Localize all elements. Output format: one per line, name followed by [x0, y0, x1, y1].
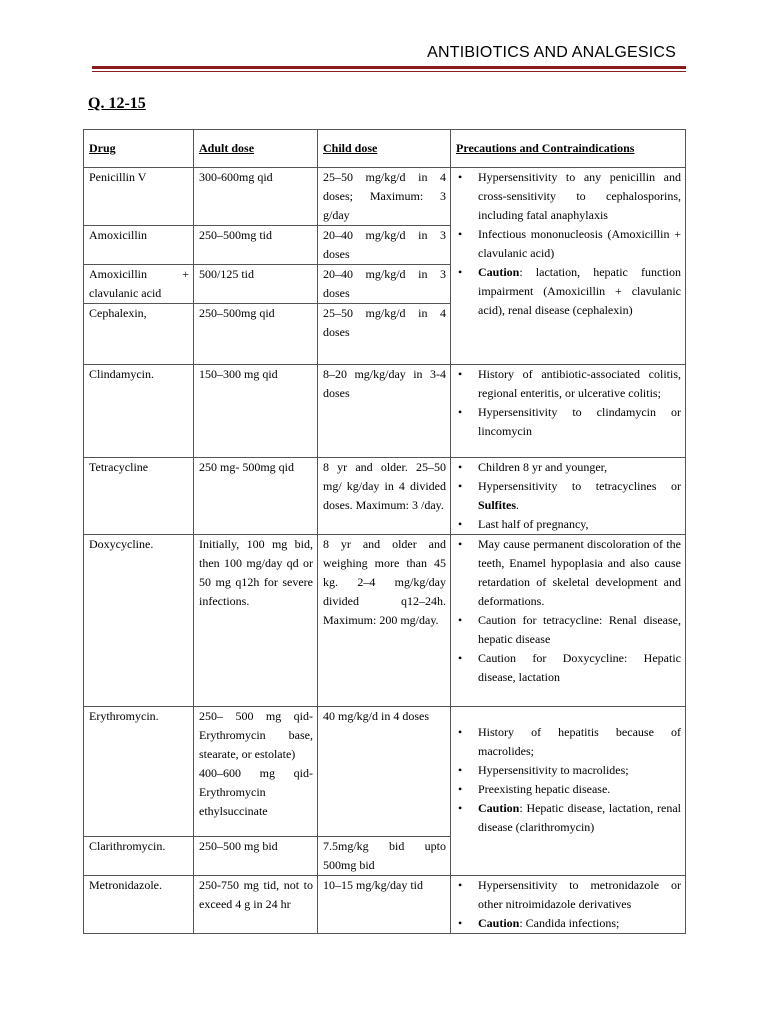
drug-cell: Cephalexin, — [84, 304, 194, 365]
child-dose-cell: 20–40 mg/kg/d in 3 doses — [318, 226, 451, 265]
adult-dose-cell: 250–500 mg bid — [194, 837, 318, 876]
column-header-adult-dose: Adult dose — [194, 130, 318, 168]
precaution-item: • History of antibiotic-associated colitis, regional enteritis, or ulcerative colitis; — [456, 365, 681, 403]
precaution-item: • Hypersensitivity to any penicillin and cross-sensitivity to cephalosporins, including fatal anaphylaxis — [456, 168, 681, 225]
precaution-item: • Caution for tetracycline: Renal disease, hepatic disease — [456, 611, 681, 649]
child-dose-cell: 25–50 mg/kg/d in 4 doses — [318, 304, 451, 365]
precaution-item: • Infectious mononucleosis (Amoxicillin + clavulanic acid) — [456, 225, 681, 263]
drug-cell: Penicillin V — [84, 168, 194, 226]
column-header-child-dose: Child dose — [318, 130, 451, 168]
drug-cell: Clindamycin. — [84, 365, 194, 458]
child-dose-cell: 25–50 mg/kg/d in 4 doses; Maximum: 3 g/day — [318, 168, 451, 226]
precaution-item: • Hypersensitivity to metronidazole or other nitroimidazole derivatives — [456, 876, 681, 914]
precaution-item: • Preexisting hepatic disease. — [456, 780, 681, 799]
precaution-item: • History of hepatitis because of macrolides; — [456, 723, 681, 761]
precaution-item: • Caution: Hepatic disease, lactation, renal disease (clarithromycin) — [456, 799, 681, 837]
precautions-cell-penicillins — [451, 168, 686, 365]
precaution-item: • Caution: Candida infections; — [456, 914, 681, 933]
adult-dose-text: 400–600 mg qid- Erythromycin ethylsuccinate — [199, 766, 313, 818]
page-header-title: ANTIBIOTICS AND ANALGESICS — [427, 44, 676, 61]
column-header-precautions: Precautions and Contraindications — [451, 130, 686, 168]
drug-cell: Metronidazole. — [84, 876, 194, 934]
adult-dose-cell: 250 mg- 500mg qid — [194, 458, 318, 535]
adult-dose-cell: Initially, 100 mg bid, then 100 mg/day qd or 50 mg q12h for severe infections. — [194, 535, 318, 707]
precaution-item: • Caution: lactation, hepatic function impairment (Amoxicillin + clavulanic acid), renal disease (cephalexin) — [456, 263, 681, 320]
adult-dose-cell: 500/125 tid — [194, 265, 318, 304]
precaution-item: • Caution for Doxycycline: Hepatic disease, lactation — [456, 649, 681, 687]
precautions-cell-clindamycin — [451, 365, 686, 458]
adult-dose-text: 250– 500 mg qid- Erythromycin base, stearate, or estolate) — [199, 709, 313, 761]
table-header-row — [84, 130, 686, 168]
precautions-cell-doxycycline — [451, 535, 686, 707]
child-dose-cell: 7.5mg/kg bid upto 500mg bid — [318, 837, 451, 876]
precaution-item: • Last half of pregnancy, — [456, 515, 681, 534]
precautions-cell-macrolides — [451, 707, 686, 876]
child-dose-cell: 40 mg/kg/d in 4 doses — [318, 707, 451, 837]
precaution-item: • May cause permanent discoloration of the teeth, Enamel hypoplasia and also cause retardation of skeletal development and deformations. — [456, 535, 681, 611]
header-rule-thick — [92, 66, 686, 69]
column-header-drug: Drug — [84, 130, 194, 168]
precaution-item: • Hypersensitivity to tetracyclines or Sulfites. — [456, 477, 681, 515]
child-dose-cell: 8–20 mg/kg/day in 3-4 doses — [318, 365, 451, 458]
table-row — [84, 707, 686, 837]
adult-dose-cell: 250-750 mg tid, not to exceed 4 g in 24 hr — [194, 876, 318, 934]
antibiotics-table — [83, 129, 686, 934]
precautions-cell-metronidazole — [451, 876, 686, 934]
header-rule-thin — [92, 71, 686, 72]
child-dose-cell: 10–15 mg/kg/day tid — [318, 876, 451, 934]
precaution-item: • Hypersensitivity to macrolides; — [456, 761, 681, 780]
drug-cell: Amoxicillin — [84, 226, 194, 265]
precautions-cell-tetracycline — [451, 458, 686, 535]
adult-dose-cell: 300-600mg qid — [194, 168, 318, 226]
table-row — [84, 458, 686, 535]
adult-dose-cell — [194, 707, 318, 837]
drug-cell: Clarithromycin. — [84, 837, 194, 876]
precaution-item: • Hypersensitivity to clindamycin or lincomycin — [456, 403, 681, 441]
child-dose-cell: 20–40 mg/kg/d in 3 doses — [318, 265, 451, 304]
table-row — [84, 168, 686, 226]
question-number: Q. 12-15 — [88, 95, 146, 112]
adult-dose-cell: 150–300 mg qid — [194, 365, 318, 458]
drug-cell: Erythromycin. — [84, 707, 194, 837]
precaution-item: • Children 8 yr and younger, — [456, 458, 681, 477]
drug-cell: Amoxicillin + clavulanic acid — [84, 265, 194, 304]
table-row — [84, 365, 686, 458]
table-row — [84, 535, 686, 707]
table-row — [84, 876, 686, 934]
adult-dose-cell: 250–500mg tid — [194, 226, 318, 265]
child-dose-cell: 8 yr and older and weighing more than 45 kg. 2–4 mg/kg/day divided q12–24h. Maximum: 200 mg/day. — [318, 535, 451, 707]
adult-dose-cell: 250–500mg qid — [194, 304, 318, 365]
drug-cell: Doxycycline. — [84, 535, 194, 707]
drug-cell: Tetracycline — [84, 458, 194, 535]
child-dose-cell: 8 yr and older. 25–50 mg/ kg/day in 4 divided doses. Maximum: 3 /day. — [318, 458, 451, 535]
